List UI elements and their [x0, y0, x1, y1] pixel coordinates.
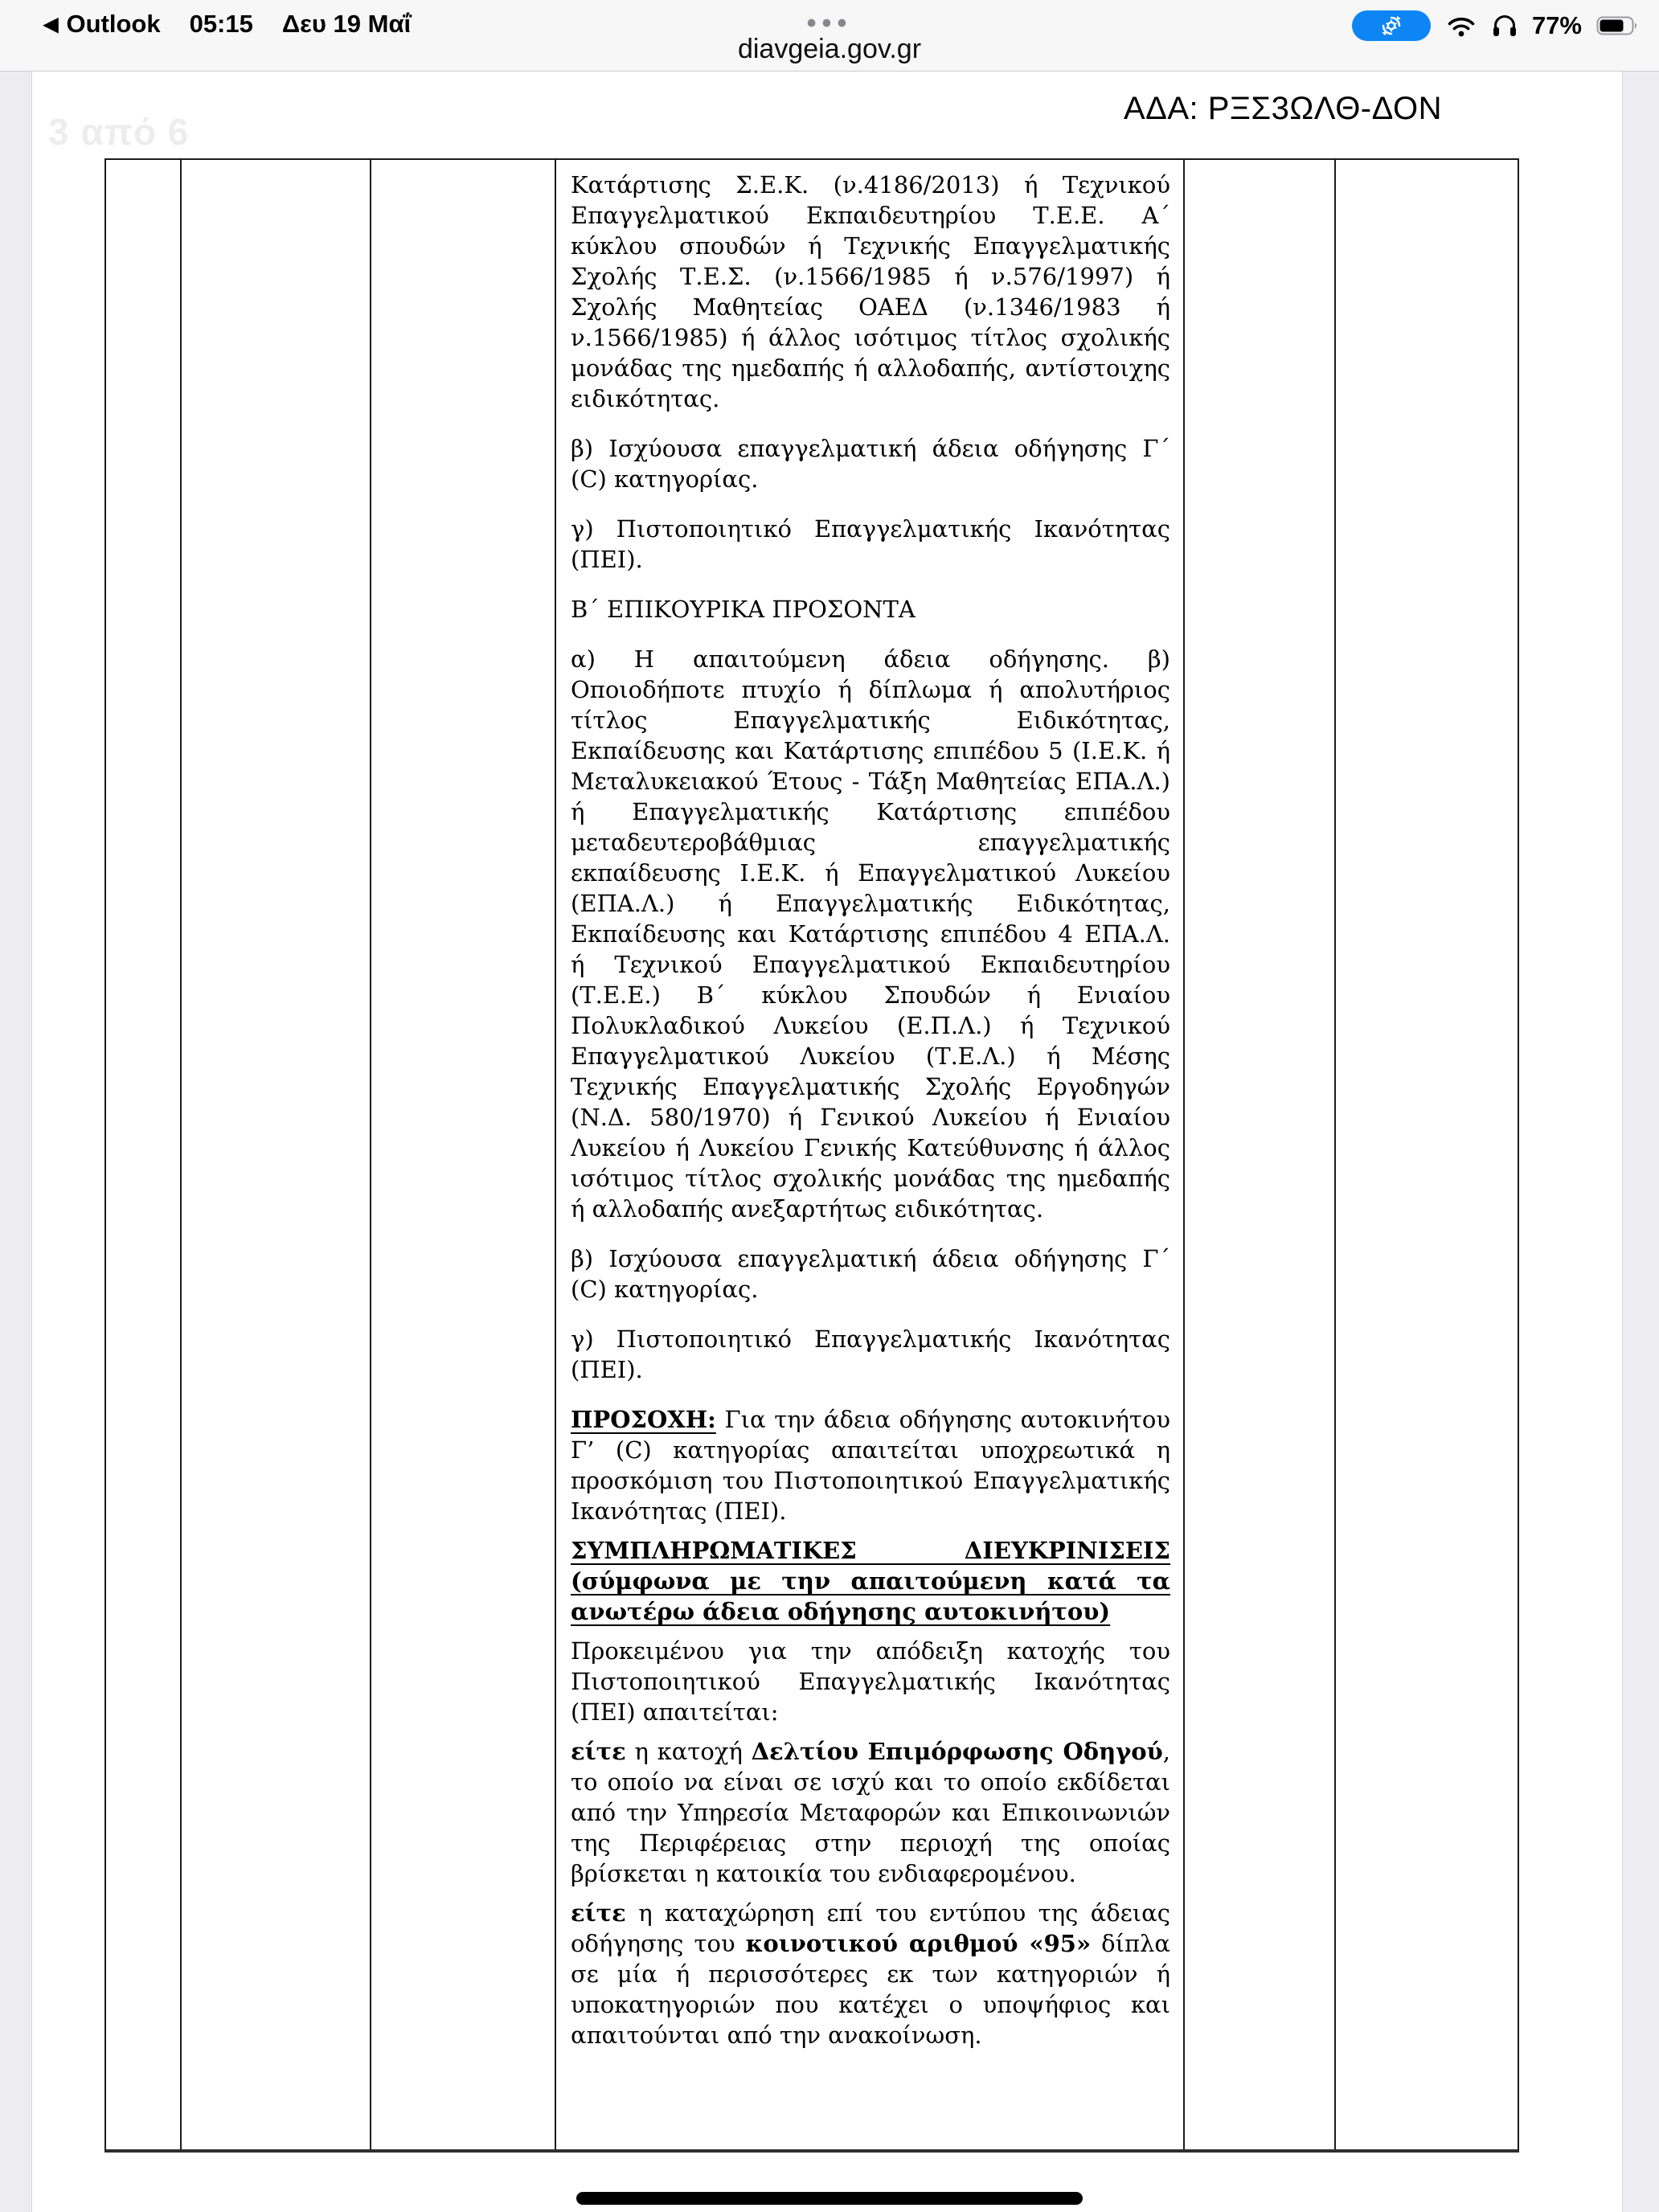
text-run: β) Ισχύουσα επαγγελματική άδεια οδήγησης Γ΄ (C) κατηγορίας. [571, 435, 1170, 493]
table-cell-empty-6 [1336, 160, 1518, 2149]
text-run: η καταχώρηση επί του εντύπου της άδειας οδήγησης του [571, 1899, 1170, 1957]
paragraph [571, 1898, 1170, 2050]
table-cell-empty-3 [371, 160, 556, 2149]
text-run: γ) Πιστοποιητικό Επαγγελματικής Ικανότητας (ΠΕΙ). [571, 1325, 1170, 1383]
paragraph [571, 644, 1170, 1224]
paragraph [571, 1736, 1170, 1889]
page-indicator: 3 από 6 [48, 111, 190, 153]
battery-percent: 77% [1531, 11, 1582, 39]
headphones-icon [1492, 14, 1518, 38]
text-run: γ) Πιστοποιητικό Επαγγελματικής Ικανότητας (ΠΕΙ). [571, 515, 1170, 573]
pdf-page [32, 72, 1622, 2212]
back-app-label: Outlook [66, 10, 161, 38]
text-run: , το οποίο να είναι σε ισχύ και το οποίο εκδίδεται από την Υπηρεσία Μεταφορών και Επικοινωνιών της Περιφέρειας στην περιοχή της οποίας βρίσκεται η κατοικία του ενδιαφερομένου. [571, 1738, 1170, 1887]
paragraph [571, 1535, 1170, 1627]
paragraph [571, 1243, 1170, 1305]
status-bar [0, 0, 1659, 72]
table-cell-empty-1 [106, 160, 182, 2149]
text-run: Δελτίου Επιμόρφωσης Οδηγού [751, 1738, 1163, 1765]
battery-icon [1596, 14, 1638, 37]
table-cell-empty-5 [1185, 160, 1336, 2149]
text-run: είτε [571, 1899, 626, 1927]
text-run: Β΄ ΕΠΙΚΟΥΡΙΚΑ ΠΡΟΣΟΝΤΑ [571, 596, 916, 623]
text-run: β) Ισχύουσα επαγγελματική άδεια οδήγησης Γ΄ (C) κατηγορίας. [571, 1245, 1170, 1303]
sync-settings-icon [1379, 14, 1403, 38]
paragraph [571, 1404, 1170, 1526]
tab-options-icon[interactable]: ••• [806, 8, 853, 39]
text-run: ΣΥΜΠΛΗΡΩΜΑΤΙΚΕΣ ΔΙΕΥΚΡΙΝΙΣΕΙΣ (σύμφωνα με την απαιτούμενη κατά τα ανωτέρω άδεια οδήγησης αυτοκινήτου) [571, 1537, 1170, 1625]
text-run: Για την άδεια οδήγησης αυτοκινήτου Γ’ (C) κατηγορίας απαιτείται υποχρεωτικά η προσκόμιση του Πιστοποιητικού Επαγγελματικής Ικανότητας (ΠΕΙ). [571, 1406, 1170, 1525]
sync-settings-pill[interactable] [1352, 10, 1431, 41]
text-run: Προκειμένου για την απόδειξη κατοχής του Πιστοποιητικού Επαγγελματικής Ικανότητας (ΠΕΙ) απαιτείται: [571, 1637, 1170, 1726]
address-bar[interactable]: diavgeia.gov.gr [737, 34, 922, 64]
paragraph [571, 1636, 1170, 1727]
back-chevron-icon: ◀ [43, 14, 59, 35]
status-right-cluster [1352, 8, 1638, 43]
text-run: Κατάρτισης Σ.Ε.Κ. (ν.4186/2013) ή Τεχνικού Επαγγελματικού Εκπαιδευτηρίου Τ.Ε.Ε. Α΄ κύκλου σπουδών ή Τεχνικής Επαγγελματικής Σχολής Τ.Ε.Σ. (ν.1566/1985 ή ν.576/1997) ή Σχολής Μαθητείας ΟΑΕΔ (ν.1346/1983 ή ν.1566/1985) ή άλλος ισότιμος τίτλος σχολικής μονάδας της ημεδαπής ή αλλοδαπής, αντίστοιχης ειδικότητας. [571, 171, 1170, 412]
text-run: α) Η απαιτούμενη άδεια οδήγησης. β) Οποιοδήποτε πτυχίο ή δίπλωμα ή απολυτήριος τίτλος Επαγγελματικής Ειδικότητας, Εκπαίδευσης και Κατάρτισης επιπέδου 5 (Ι.Ε.Κ. ή Μεταλυκειακού Έτους - Τάξη Μαθητείας ΕΠΑ.Λ.) ή Επαγγελματικής Κατάρτισης επιπέδου μεταδευτεροβάθμιας επαγγελματικής εκπαίδευσης Ι.Ε.Κ. ή Επαγγελματικού Λυκείου (ΕΠΑ.Λ.) ή Επαγγελματικής Ειδικότητας, Εκπαίδευσης και Κατάρτισης επιπέδου 4 ΕΠΑ.Λ. ή Τεχνικού Επαγγελματικού Εκπαιδευτηρίου (Τ.Ε.Ε.) Β΄ κύκλου Σπουδών ή Ενιαίου Πολυκλαδικού Λυκείου (Ε.Π.Λ.) ή Τεχνικού Επαγγελματικού Λυκείου (Τ.Ε.Λ.) ή Μέσης Τεχνικής Επαγγελματικής Σχολής Εργοδηγών (Ν.Δ. 580/1970) ή Γενικού Λυκείου ή Ενιαίου Λυκείου ή Λυκείου Γενικής Κατεύθυνσης ή άλλος ισότιμος τίτλος σχολικής μονάδας της ημεδαπής ή αλλοδαπής ανεξαρτήτως ειδικότητας. [571, 645, 1170, 1223]
paragraph [571, 594, 1170, 625]
text-run: δίπλα σε μία ή περισσότερες εκ των κατηγοριών ή υποκατηγοριών που κατέχει ο υποψήφιος και απαιτούνται από την ανακοίνωση. [571, 1930, 1170, 2049]
text-run: είτε [571, 1738, 626, 1765]
clock-date: Δευ 19 Μαΐ [281, 10, 412, 38]
wifi-icon [1445, 14, 1477, 38]
table-cell-empty-2 [182, 160, 371, 2149]
text-run: η κατοχή [625, 1738, 752, 1765]
paragraph [571, 1324, 1170, 1385]
clock-time: 05:15 [189, 10, 253, 38]
paragraph [571, 170, 1170, 414]
pdf-viewport[interactable] [0, 72, 1659, 2212]
text-run: κοινοτικού αριθμού «95» [745, 1930, 1092, 1957]
paragraph [571, 514, 1170, 575]
ada-reference: ΑΔΑ: ΡΞΣ3ΩΛΘ-ΔΟΝ [1123, 91, 1442, 126]
text-run: ΠΡΟΣΟΧΗ: [571, 1406, 716, 1433]
document-table [104, 158, 1519, 2153]
paragraph [571, 433, 1170, 494]
main-cell [556, 160, 1185, 2149]
home-indicator[interactable] [576, 2192, 1083, 2205]
